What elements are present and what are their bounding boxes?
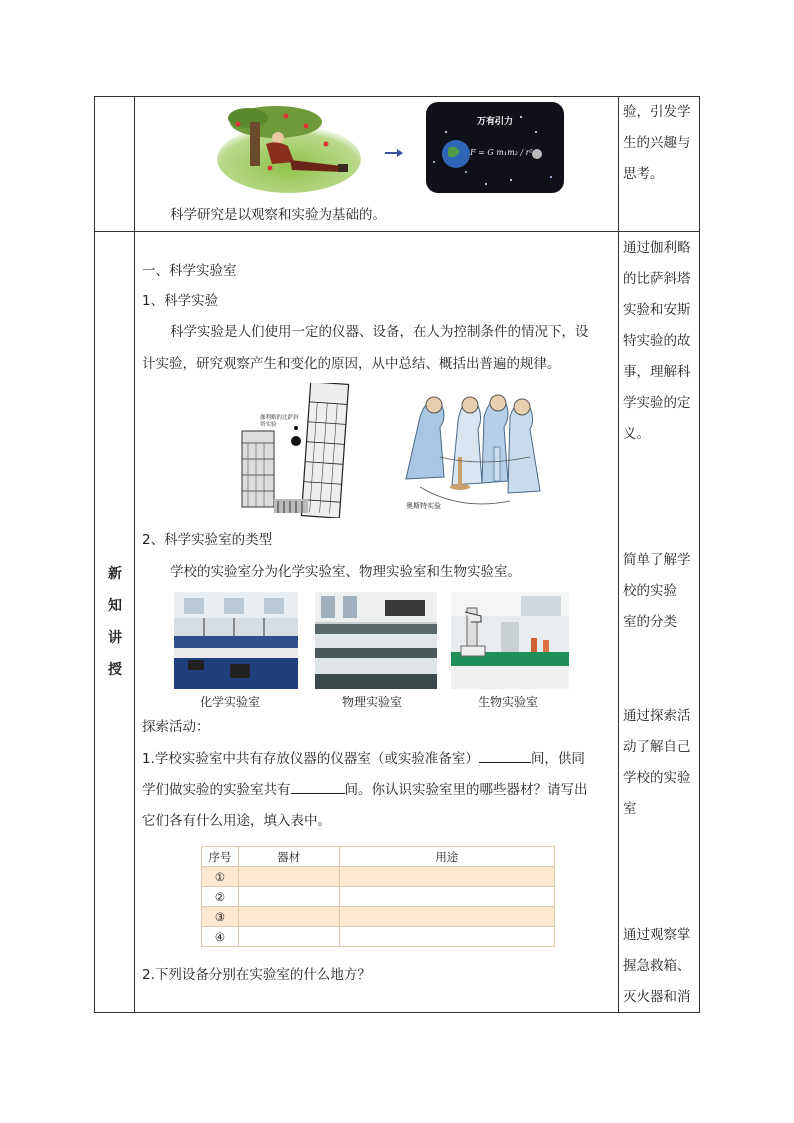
table-row bbox=[202, 927, 555, 947]
note-line: 生的兴趣与 bbox=[623, 135, 691, 151]
oersted-experiment-illustration bbox=[400, 387, 550, 513]
note-line: 特实验的故 bbox=[623, 333, 691, 349]
table-cell-use[interactable] bbox=[339, 907, 554, 927]
subheading-science-experiment: 1、科学实验 bbox=[142, 293, 219, 309]
table-cell-equipment[interactable] bbox=[238, 867, 339, 887]
note-line: 通过观察掌 bbox=[623, 927, 691, 943]
explore-activity-title: 探索活动： bbox=[142, 719, 210, 735]
question-text: 学们做实验的实验室共有 bbox=[142, 782, 291, 798]
paragraph-lab-types: 学校的实验室分为化学实验室、物理实验室和生物实验室。 bbox=[170, 564, 521, 580]
table-cell-index: ③ bbox=[202, 907, 239, 927]
table-cell-use[interactable] bbox=[339, 927, 554, 947]
heading-science-lab: 一、科学实验室 bbox=[142, 263, 237, 279]
note-line: 校的实验 bbox=[623, 583, 677, 599]
teaching-note-lab-types bbox=[623, 545, 695, 638]
table-cell-equipment[interactable] bbox=[238, 907, 339, 927]
note-line: 通过伽利略 bbox=[623, 240, 691, 256]
biology-lab-photo bbox=[451, 592, 569, 689]
section-label bbox=[100, 558, 130, 686]
chemistry-lab-photo bbox=[174, 592, 298, 689]
note-line: 学实验的定 bbox=[623, 395, 691, 411]
newton-apple-illustration bbox=[216, 104, 362, 194]
paragraph-line: 科学实验是人们使用一定的仪器、设备，在人为控制条件的情况下，设 bbox=[170, 324, 589, 340]
gravity-title: 万有引力 bbox=[476, 117, 513, 127]
table-header: 序号 bbox=[202, 847, 239, 867]
gravity-formula: F = G m₁m₂ / r² bbox=[470, 148, 533, 157]
table-left-border bbox=[94, 96, 95, 1013]
galileo-pisa-illustration bbox=[238, 383, 350, 518]
table-cell-index: ① bbox=[202, 867, 239, 887]
table-col-divider-2 bbox=[618, 96, 619, 1013]
table-cell-use[interactable] bbox=[339, 867, 554, 887]
question-text: 间，供同 bbox=[530, 751, 585, 767]
lab-caption-biology: 生物实验室 bbox=[478, 695, 539, 709]
note-line: 握急救箱、 bbox=[623, 958, 691, 974]
teaching-note-top bbox=[623, 97, 695, 190]
note-line: 简单了解学 bbox=[623, 552, 691, 568]
note-line: 实验和安斯 bbox=[623, 302, 691, 318]
section-label-char: 讲 bbox=[108, 630, 122, 646]
universal-gravitation-image bbox=[426, 102, 564, 193]
oersted-caption: 奥斯特实验 bbox=[406, 502, 441, 510]
note-line: 动了解自己 bbox=[623, 739, 691, 755]
equipment-table bbox=[201, 846, 555, 947]
table-row-divider bbox=[94, 231, 700, 232]
table-row bbox=[202, 907, 555, 927]
section-label-char: 知 bbox=[108, 598, 122, 614]
table-header: 器材 bbox=[238, 847, 339, 867]
subheading-lab-types: 2、科学实验室的类型 bbox=[142, 532, 273, 548]
lab-caption-physics: 物理实验室 bbox=[342, 695, 403, 709]
question-1-line-1 bbox=[142, 750, 585, 768]
note-line: 学校的实验 bbox=[623, 770, 691, 786]
note-line: 验，引发学 bbox=[623, 104, 691, 120]
table-cell-index: ④ bbox=[202, 927, 239, 947]
table-row bbox=[202, 867, 555, 887]
table-header-row bbox=[202, 847, 555, 867]
question-1-line-2 bbox=[142, 781, 588, 799]
table-col-divider-1 bbox=[134, 96, 135, 1013]
paragraph-line: 计实验，研究观察产生和变化的原因，从中总结、概括出普遍的规律。 bbox=[142, 356, 561, 372]
answer-blank-lab-rooms[interactable] bbox=[291, 781, 345, 794]
lab-caption-chemistry: 化学实验室 bbox=[200, 695, 261, 709]
science-statement: 科学研究是以观察和实验为基础的。 bbox=[170, 207, 386, 223]
table-cell-index: ② bbox=[202, 887, 239, 907]
question-2: 2.下列设备分别在实验室的什么地方？ bbox=[142, 967, 371, 983]
table-header: 用途 bbox=[339, 847, 554, 867]
table-bottom-border bbox=[94, 1012, 700, 1013]
table-cell-equipment[interactable] bbox=[238, 927, 339, 947]
section-label-char: 授 bbox=[108, 662, 122, 678]
question-text: 间。你认识实验室里的哪些器材？请写出 bbox=[344, 782, 588, 798]
section-label-char: 新 bbox=[108, 566, 122, 582]
note-line: 通过探索活 bbox=[623, 708, 691, 724]
note-line: 义。 bbox=[623, 426, 650, 442]
question-text: 1.学校实验室中共有存放仪器的仪器室（或实验准备室） bbox=[142, 751, 479, 767]
arrow-right-icon bbox=[385, 142, 403, 161]
physics-lab-photo bbox=[315, 592, 437, 689]
teaching-note-safety bbox=[623, 920, 695, 1013]
note-line: 的比萨斜塔 bbox=[623, 271, 691, 287]
table-row bbox=[202, 887, 555, 907]
note-line: 室 bbox=[623, 801, 637, 817]
table-cell-equipment[interactable] bbox=[238, 887, 339, 907]
answer-blank-instrument-rooms[interactable] bbox=[479, 750, 531, 763]
table-top-border bbox=[94, 96, 700, 97]
teaching-note-experiment bbox=[623, 233, 695, 450]
note-line: 室的分类 bbox=[623, 614, 677, 630]
table-right-border bbox=[699, 96, 700, 1013]
note-line: 灭火器和消 bbox=[623, 989, 691, 1005]
question-1-line-3: 它们各有什么用途，填入表中。 bbox=[142, 813, 331, 829]
note-line: 事，理解科 bbox=[623, 364, 691, 380]
galileo-caption: 伽利略的比萨斜塔实验 bbox=[260, 415, 299, 428]
note-line: 思考。 bbox=[623, 166, 664, 182]
teaching-note-explore bbox=[623, 701, 695, 825]
table-cell-use[interactable] bbox=[339, 887, 554, 907]
